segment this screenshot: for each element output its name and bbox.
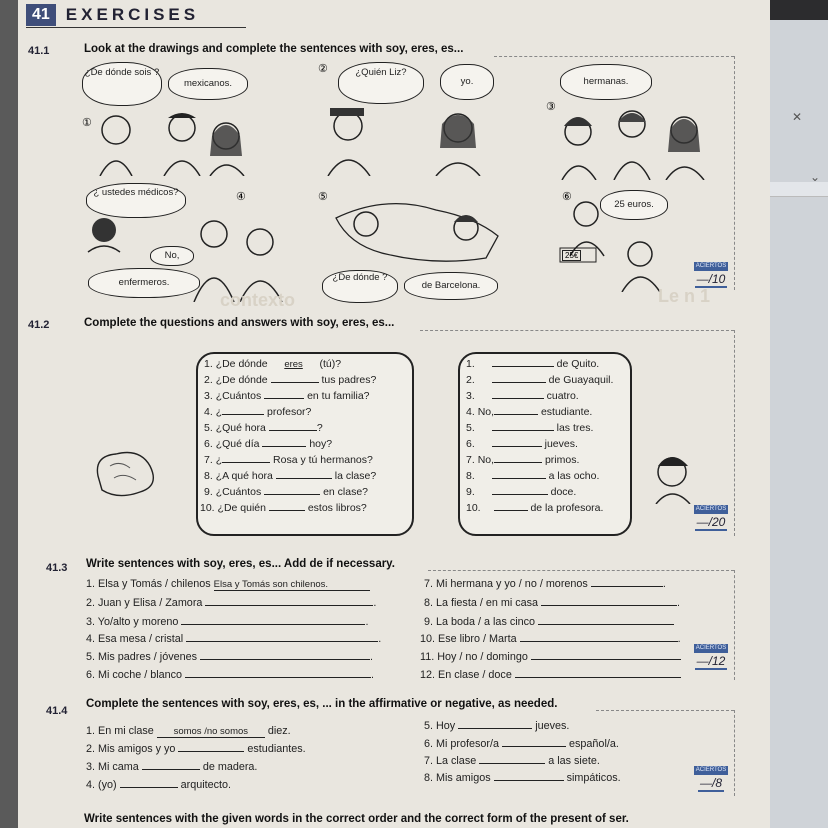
next-exercise-instruction: Write sentences with the given words in the correct order and the correct form of the present of ser.: [84, 813, 629, 825]
ex4-item: 8. Mis amigos simpáticos.: [424, 772, 621, 784]
bleed-through-text: contexto: [220, 290, 296, 310]
ex1-instruction: Look at the drawings and complete the sentences with soy, eres, es...: [84, 43, 464, 55]
panel-2-label: ②: [318, 63, 328, 75]
bubble-yo: yo.: [440, 64, 494, 100]
answer-row: 5. las tres.: [466, 422, 594, 434]
panel-4-label: ④: [236, 191, 246, 203]
question-row: 3. ¿Cuántos en tu familia?: [204, 390, 370, 402]
chevron-icon: ⌄: [810, 170, 821, 184]
bubble-no: No,: [150, 246, 194, 266]
question-row: 2. ¿De dónde tus padres?: [204, 374, 377, 386]
question-row: 4. ¿ profesor?: [204, 406, 312, 418]
ex3-item: 1. Elsa y Tomás / chilenos Elsa y Tomás son chilenos.: [86, 578, 370, 591]
answer-row: 1. de Quito.: [466, 358, 600, 370]
ex4-item: 3. Mi cama de madera.: [86, 761, 258, 773]
question-row: 6. ¿Qué día hoy?: [204, 438, 333, 450]
header-rule: [26, 27, 246, 28]
bleed-through-text-2: Le n 1: [658, 286, 711, 306]
ex3-item: 4. Esa mesa / cristal .: [86, 633, 382, 645]
ex3-item: 10. Ese libro / Marta .: [420, 633, 681, 645]
answer-row: 7. No, primos.: [466, 454, 580, 466]
panel-3-label: ③: [546, 101, 556, 113]
ex4-item: 4. (yo) arquitecto.: [86, 779, 232, 791]
question-row: 1. ¿De dónde eres (tú)?: [204, 358, 342, 370]
question-row: 9. ¿Cuántos en clase?: [204, 486, 369, 498]
ex2-dash-right: [734, 330, 735, 536]
panel-3-sisters-drawing: [548, 100, 718, 180]
bubble-quien-liz: ¿Quién Liz?: [338, 62, 424, 104]
panel-5-map-drawing: [326, 188, 506, 272]
bubble-de-barcelona: de Barcelona.: [404, 272, 498, 300]
ex3-item: 6. Mi coche / blanco .: [86, 669, 375, 681]
ex2-score: ACIERTOS —/20: [695, 506, 727, 529]
question-row: 7. ¿ Rosa y tú hermanos?: [204, 454, 373, 466]
ex4-score: ACIERTOS —/8: [695, 767, 727, 790]
ex3-item: 3. Yo/alto y moreno .: [86, 616, 369, 628]
bubble-hermanas: hermanas.: [560, 64, 652, 100]
unit-title: EXERCISES: [65, 5, 200, 24]
ex4-item: 7. La clase a las siete.: [424, 755, 600, 767]
background-toolbar: [770, 0, 828, 20]
answer-row: 10. de la profesora.: [466, 502, 604, 514]
ex3-item: 2. Juan y Elisa / Zamora .: [86, 597, 377, 609]
bubble-25-euros: 25 euros.: [600, 190, 668, 220]
question-row: 5. ¿Qué hora ?: [204, 422, 323, 434]
ex1-dash-top: [494, 56, 734, 57]
ex1-number: 41.1: [28, 45, 50, 57]
ex3-item: 5. Mis padres / jóvenes .: [86, 651, 374, 663]
bubble-enfermeros: enfermeros.: [88, 268, 200, 298]
ex4-item: 1. En mi clase somos /no somos diez.: [86, 725, 291, 737]
ex3-item: 8. La fiesta / en mi casa .: [424, 597, 681, 609]
panel-2-people-drawing: [318, 100, 498, 176]
answer-row: 4. No, estudiante.: [466, 406, 593, 418]
bubble-de-donde-sois: ¿De dónde sois ?: [82, 62, 162, 106]
answer-row: 2. de Guayaquil.: [466, 374, 614, 386]
panel-6-shop-drawing: [556, 196, 676, 292]
student-head-icon: [646, 450, 698, 504]
background-window: [770, 0, 828, 828]
panel-6-label: ⑥: [562, 191, 572, 203]
ex2-dash-top: [420, 330, 734, 331]
ex4-dash-top: [596, 710, 734, 711]
ex4-number: 41.4: [46, 705, 68, 717]
price-sign: 25€: [562, 250, 581, 261]
thinking-head-icon: [90, 446, 160, 498]
ex1-score: ACIERTOS —/10: [695, 263, 727, 286]
unit-header: [26, 4, 199, 26]
ex4-item: 6. Mi profesor/a español/a.: [424, 738, 619, 750]
ex4-item: 5. Hoy jueves.: [424, 720, 570, 732]
close-icon: ✕: [792, 110, 803, 124]
bubble-ustedes-medicos: ¿ ustedes médicos?: [86, 183, 186, 218]
question-row: 8. ¿A qué hora la clase?: [204, 470, 377, 482]
ex4-instruction: Complete the sentences with soy, eres, es, ... in the affirmative or negative, as needed.: [86, 698, 558, 710]
answer-row: 3. cuatro.: [466, 390, 579, 402]
ex2-number: 41.2: [28, 319, 50, 331]
panel-1-people-drawing: [92, 100, 252, 176]
background-tab-strip: [770, 182, 828, 197]
unit-number: 41: [26, 4, 56, 26]
answer-row: 8. a las ocho.: [466, 470, 600, 482]
answer-row: 9. doce.: [466, 486, 577, 498]
ex3-dash-right: [734, 570, 735, 680]
ex3-item: 9. La boda / a las cinco: [424, 616, 674, 628]
ex1-dash-right: [734, 56, 735, 290]
ex3-item: 7. Mi hermana y yo / no / morenos .: [424, 578, 666, 590]
ex3-item: 12. En clase / doce: [420, 669, 681, 681]
panel-5-label: ⑤: [318, 191, 328, 203]
ex3-instruction: Write sentences with soy, eres, es... Add de if necessary.: [86, 558, 395, 570]
ex3-score: ACIERTOS —/12: [695, 645, 727, 668]
ex3-item: 11. Hoy / no / domingo: [420, 651, 681, 663]
ex4-dash-right: [734, 710, 735, 796]
ex4-item: 2. Mis amigos y yo estudiantes.: [86, 743, 306, 755]
answer-row: 6. jueves.: [466, 438, 578, 450]
question-row: 10. ¿De quién estos libros?: [200, 502, 367, 514]
bubble-mexicanos: mexicanos.: [168, 68, 248, 100]
bubble-de-donde: ¿De dónde ?: [322, 270, 398, 303]
ex3-dash-top: [428, 570, 734, 571]
panel-1-label: ①: [82, 117, 92, 129]
ex3-number: 41.3: [46, 562, 68, 574]
ex2-instruction: Complete the questions and answers with soy, eres, es...: [84, 317, 395, 329]
